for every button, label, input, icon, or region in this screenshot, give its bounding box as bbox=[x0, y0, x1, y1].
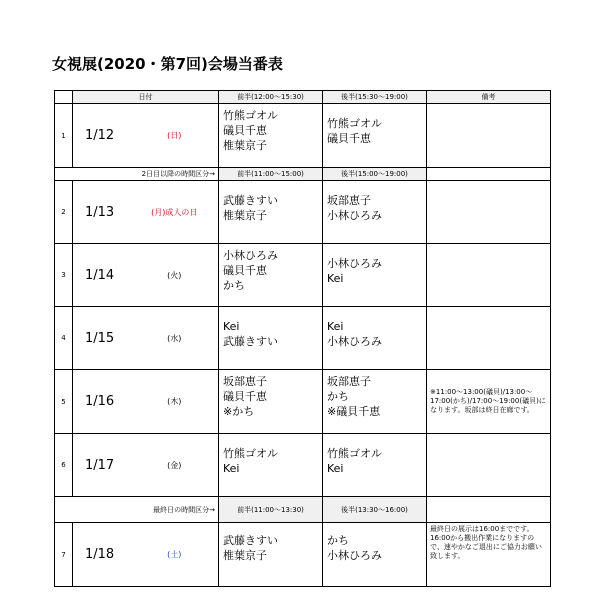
second-half-staff bbox=[323, 370, 427, 434]
table-row bbox=[55, 370, 551, 434]
row-weekday: (金) bbox=[131, 434, 219, 497]
row-number: 1 bbox=[55, 104, 73, 168]
table-header-row bbox=[55, 91, 551, 104]
row-note: 最終日の展示は16:00までです。16:00から搬出作業になりますので、速やかなご退出にご協力お願い致します。 bbox=[427, 523, 551, 587]
header-notes: 備考 bbox=[427, 91, 551, 104]
row-weekday: (月)成人の日 bbox=[131, 181, 219, 244]
staff-name: ※礒貝千恵 bbox=[327, 405, 381, 418]
staff-name: 椎葉京子 bbox=[223, 549, 267, 562]
row-number: 5 bbox=[55, 370, 73, 434]
row-number: 3 bbox=[55, 244, 73, 307]
first-half-staff bbox=[219, 434, 323, 497]
second-half-staff bbox=[323, 307, 427, 370]
second-half-staff bbox=[323, 104, 427, 168]
row-note bbox=[427, 434, 551, 497]
staff-name: 礒貝千恵 bbox=[223, 124, 267, 137]
staff-name: Kei bbox=[327, 272, 344, 285]
divider-second-half: 後半(13:30〜16:00) bbox=[323, 497, 427, 523]
row-date: 1/17 bbox=[73, 434, 131, 497]
staff-name: 竹熊ゴオル bbox=[327, 117, 382, 130]
header-date: 日付 bbox=[73, 91, 219, 104]
staff-name: 坂部恵子 bbox=[327, 194, 371, 207]
row-number: 4 bbox=[55, 307, 73, 370]
first-half-staff bbox=[219, 244, 323, 307]
divider-first-half: 前半(11:00〜15:00) bbox=[219, 168, 323, 181]
staff-name: Kei bbox=[327, 320, 344, 333]
row-number: 6 bbox=[55, 434, 73, 497]
staff-name: 小林ひろみ bbox=[327, 209, 382, 222]
staff-name: かち bbox=[327, 390, 349, 403]
staff-name: 武藤きすい bbox=[223, 194, 278, 207]
staff-name: かち bbox=[223, 279, 245, 292]
duty-schedule-table bbox=[54, 90, 551, 587]
divider-blank bbox=[55, 497, 73, 523]
table-row bbox=[55, 244, 551, 307]
row-note: ※11:00〜13:00(礒貝)/13:00〜17:00(かち)/17:00〜19:00(礒貝)になります。坂部は終日在廊です。 bbox=[427, 370, 551, 434]
staff-name: 武藤きすい bbox=[223, 335, 278, 348]
staff-name: ※かち bbox=[223, 405, 255, 418]
second-half-staff bbox=[323, 181, 427, 244]
first-half-staff bbox=[219, 370, 323, 434]
second-half-staff bbox=[323, 244, 427, 307]
first-half-staff bbox=[219, 181, 323, 244]
row-number: 2 bbox=[55, 181, 73, 244]
staff-name: 小林ひろみ bbox=[327, 257, 382, 270]
time-slot-divider-row bbox=[55, 168, 551, 181]
row-weekday: (水) bbox=[131, 307, 219, 370]
divider-label: 2日目以降の時間区分→ bbox=[73, 168, 219, 181]
row-number: 7 bbox=[55, 523, 73, 587]
staff-name: 坂部恵子 bbox=[327, 375, 371, 388]
first-half-staff bbox=[219, 307, 323, 370]
page-title: 女視展(2020・第7回)会場当番表 bbox=[52, 55, 283, 73]
row-note bbox=[427, 104, 551, 168]
divider-blank bbox=[55, 168, 73, 181]
staff-name: 礒貝千恵 bbox=[223, 264, 267, 277]
staff-name: 竹熊ゴオル bbox=[327, 447, 382, 460]
table-row bbox=[55, 523, 551, 587]
header-first-half: 前半(12:00〜15:30) bbox=[219, 91, 323, 104]
staff-name: 坂部恵子 bbox=[223, 375, 267, 388]
staff-name: 小林ひろみ bbox=[327, 335, 382, 348]
staff-name: Kei bbox=[223, 462, 240, 475]
staff-name: 竹熊ゴオル bbox=[223, 109, 278, 122]
staff-name: 小林ひろみ bbox=[327, 549, 382, 562]
first-half-staff bbox=[219, 104, 323, 168]
table-row bbox=[55, 104, 551, 168]
staff-name: 武藤きすい bbox=[223, 534, 278, 547]
table-row bbox=[55, 307, 551, 370]
table-row bbox=[55, 181, 551, 244]
row-date: 1/12 bbox=[73, 104, 131, 168]
staff-name: 椎葉京子 bbox=[223, 139, 267, 152]
row-date: 1/16 bbox=[73, 370, 131, 434]
time-slot-divider-row bbox=[55, 497, 551, 523]
divider-first-half: 前半(11:00〜13:30) bbox=[219, 497, 323, 523]
staff-name: 椎葉京子 bbox=[223, 209, 267, 222]
staff-name: 竹熊ゴオル bbox=[223, 447, 278, 460]
table-row bbox=[55, 434, 551, 497]
row-date: 1/14 bbox=[73, 244, 131, 307]
row-date: 1/18 bbox=[73, 523, 131, 587]
staff-name: 礒貝千恵 bbox=[327, 132, 371, 145]
divider-label: 最終日の時間区分→ bbox=[73, 497, 219, 523]
divider-second-half: 後半(15:00〜19:00) bbox=[323, 168, 427, 181]
row-date: 1/13 bbox=[73, 181, 131, 244]
divider-notes-blank bbox=[427, 497, 551, 523]
header-second-half: 後半(15:30〜19:00) bbox=[323, 91, 427, 104]
staff-name: 礒貝千恵 bbox=[223, 390, 267, 403]
staff-name: かち bbox=[327, 534, 349, 547]
row-note bbox=[427, 244, 551, 307]
second-half-staff bbox=[323, 523, 427, 587]
staff-name: Kei bbox=[223, 320, 240, 333]
first-half-staff bbox=[219, 523, 323, 587]
second-half-staff bbox=[323, 434, 427, 497]
row-note bbox=[427, 307, 551, 370]
header-num-cell bbox=[55, 91, 73, 104]
row-weekday: (木) bbox=[131, 370, 219, 434]
row-weekday: (火) bbox=[131, 244, 219, 307]
row-weekday: (日) bbox=[131, 104, 219, 168]
staff-name: Kei bbox=[327, 462, 344, 475]
row-date: 1/15 bbox=[73, 307, 131, 370]
row-note bbox=[427, 181, 551, 244]
row-weekday: (土) bbox=[131, 523, 219, 587]
divider-notes-blank bbox=[427, 168, 551, 181]
staff-name: 小林ひろみ bbox=[223, 249, 278, 262]
